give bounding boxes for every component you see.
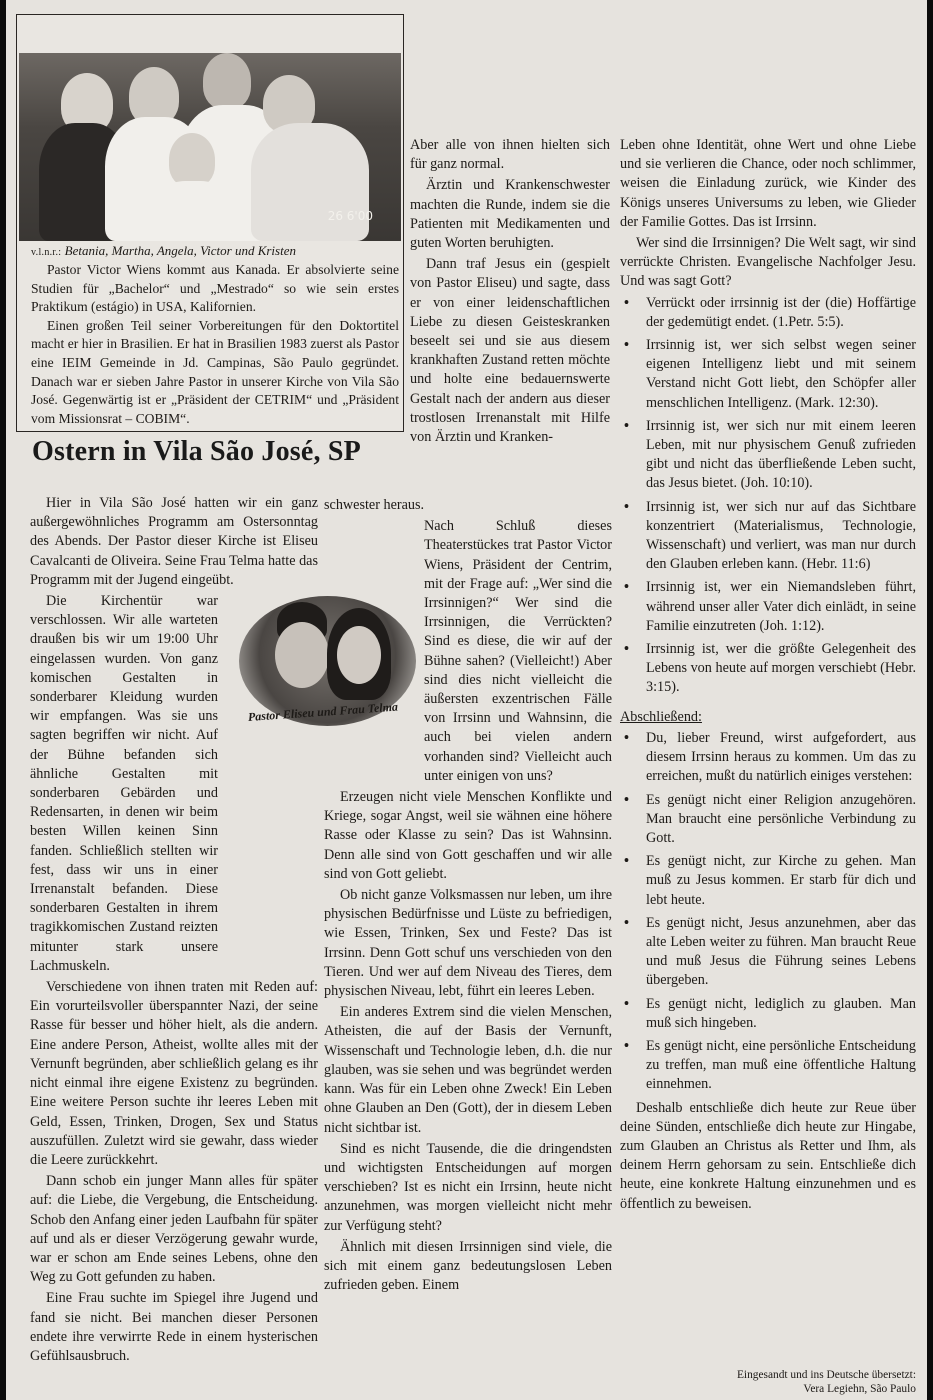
- bullet-item: • Es genügt nicht einer Religion anzugehören. Man braucht eine persönliche Verbindung zu Gott.: [620, 791, 916, 849]
- bullet-item: • Es genügt nicht, lediglich zu glauben. Man muß sich hingeben.: [620, 995, 916, 1033]
- paragraph: Ein anderes Extrem sind die vielen Menschen, Atheisten, die auf der Basis der Vernunft, Wissenschaft und Technologie leben, d.h. die nur glauben, was sie sehen und was begründet werden kann. Was für ein Leben ohne Zweck! Ein Leben ohne Glauben an Den (Gott), der in diesem Leben nicht sichtbar ist.: [324, 1004, 612, 1136]
- bullet-item: • Du, lieber Freund, wirst aufgefordert, aus diesem Irrsinn heraus zu kommen. Um das zu erreichen, mußt du natürlich einiges verstehen:: [620, 729, 916, 787]
- paragraph: Nach Schluß dieses Theaterstückes trat Pastor Victor Wiens, Präsident der Centrim, mit der Frage auf: „Wer sind die Irrsinnigen?“ Wer sind die Irrsinnigen, die Verrückten? Sind es diese, die wir auf der Bühne sahen? (Vielleicht!) Aber sind dies nicht vielleicht die äußersten exzentrischen Fälle von Irrsinn und Wahnsinn, die auch bei vielen andern vorhanden sind? Vielleicht auch unter einigen von uns?: [424, 518, 612, 784]
- bullet-item: • Es genügt nicht, Jesus anzunehmen, aber das alte Leben weiter zu führen. Man braucht Reue und muß Jesus die Führung seines Lebens übergeben.: [620, 914, 916, 991]
- paragraph: Deshalb entschließe dich heute zur Reue über deine Sünden, entschließe dich heute zur Hingabe, zum Glauben an Christus als Retter und Ihm, als deinem Herrn gehorsam zu sein. Entschließe dich heute, eine konkrete Haltung einzunehmen und es öffentlich zu beweisen.: [620, 1099, 916, 1212]
- credit-line: Eingesandt und ins Deutsche übersetzt:: [736, 1369, 916, 1381]
- paragraph: Dann traf Jesus ein (gespielt von Pastor Eliseu) und sagte, dass er von einer leidenschaftlichen Liebe zu diesen Geisteskranken beseelt sei und sie aus diesem krankhaften Zustand retten möchte und holte eine bedauernswerte Gestalt nach der andern aus dieser trostlosen Irrenanstalt mit Hilfe von Ärztin und Kranken-: [410, 256, 610, 446]
- caption-prefix: v.l.n.r.:: [31, 247, 62, 258]
- newspaper-page: [6, 0, 927, 1400]
- family-photo-box: [16, 14, 404, 432]
- section-heading: Abschließend:: [620, 708, 702, 725]
- article-headline: Ostern in Vila São José, SP: [32, 436, 361, 467]
- bullet-item: • Irrsinnig ist, wer sich nur mit einem leeren Leben, mit nur physischem Genuß zufrieden gibt und nicht das überfließende Leben sucht, das Jesus bietet. (Joh. 10:10).: [620, 417, 916, 494]
- paragraph: Eine Frau suchte im Spiegel ihre Jugend und fand sie nicht. Bei manchen dieser Personen endete ihre verwirrte Rede in einem hysterischen Gefühlsausbruch.: [30, 1290, 318, 1364]
- paragraph: Aber alle von ihnen hielten sich für ganz normal.: [410, 137, 610, 173]
- credit-line: Vera Legiehn, São Paulo: [803, 1383, 916, 1395]
- family-photo-caption: [31, 243, 401, 259]
- paragraph: Dann schob ein junger Mann alles für später auf: die Liebe, die Vergebung, die Entscheidung. Schob den Anfang einer jeden Laufbahn für später auf und als er dieser Verzögerung gewahr wurde, war er schon am Ende seines Lebens, ohne den Weg zu Gott gefunden zu haben.: [30, 1173, 318, 1286]
- paragraph: Wer sind die Irrsinnigen? Die Welt sagt, wir sind verrückte Christen. Evangelische Nachfolger Jesu. Und was sagt Gott?: [620, 235, 916, 290]
- paragraph: Erzeugen nicht viele Menschen Konflikte und Kriege, sogar Angst, weil sie wähnen eine höhere Rasse oder Klasse zu sein? Das ist Wahnsinn. Denn alle sind von Gott geschaffen und wir alle sind von Gott geliebt.: [324, 789, 612, 882]
- paragraph: Sind es nicht Tausende, die die dringendsten und wichtigsten Entscheidungen auf morgen verschieben? Ist es nicht ein Irrsinn, heute nicht anzunehmen, was morgen vielleicht nicht mehr zur Verfügung steht?: [324, 1140, 612, 1234]
- bullet-item: • Es genügt nicht, eine persönliche Entscheidung zu treffen, man muß eine öffentliche Haltung einnehmen.: [620, 1037, 916, 1095]
- paragraph: Leben ohne Identität, ohne Wert und ohne Liebe und sie verlieren die Chance, oder noch schlimmer, weisen die Einladung zurück, wie Kinder des Königs unseres Universums zu leben, wie Glieder der Familie Gottes. Das ist Irrsinn.: [620, 137, 916, 230]
- bullet-item: • Irrsinnig ist, wer ein Niemandsleben führt, während unser aller Vater dich einlädt, in seine Familie einzutreten (Joh. 1:12).: [620, 578, 916, 636]
- paragraph: schwester heraus.: [324, 497, 425, 513]
- bullet-item: • Irrsinnig ist, wer sich nur auf das Sichtbare konzentriert (Materialismus, Technologie, Wissenschaft) und verliert, was man nur durch den Glauben erleben kann. (Hebr. 11:6): [620, 498, 916, 575]
- left-column: [30, 494, 318, 1368]
- bullet-item: • Es genügt nicht, zur Kirche zu gehen. Man muß zu Jesus kommen. Er starb für dich und lebt heute.: [620, 852, 916, 910]
- paragraph: Hier in Vila São José hatten wir ein ganz außergewöhnliches Programm am Ostersonntag des Abends. Der Pastor dieser Kirche ist Eliseu Cavalcanti de Oliveira. Seine Frau Telma hatte das Programm mit der Jugend eingeübt.: [30, 495, 318, 588]
- caption-names: Betania, Martha, Angela, Victor und Kristen: [64, 243, 296, 258]
- middle-column-top: [410, 136, 610, 449]
- pastor-bio: [31, 261, 399, 428]
- bio-paragraph: Einen großen Teil seiner Vorbereitungen für den Doktortitel macht er hier in Brasilien. Er hat in Brasilien 1983 zuerst als Pastor eine IEIM Gemeinde in Jd. Campinas, São Paulo gegründet. Danach war er sieben Jahre Pastor in unserer Kirche von Vila São José. Gegenwärtig ist er „Präsident der CETRIM“ und „Präsident vom Missionsrat – COBIM“.: [31, 317, 399, 426]
- bullet-item: • Irrsinnig ist, wer sich selbst wegen seiner eigenen Intelligenz liebt und mit seinem Verstand nicht Gott liebt, den Schöpfer aller menschlichen Intelligenz. (Mark. 12:30).: [620, 336, 916, 413]
- paragraph: Ärztin und Krankenschwester machten die Runde, indem sie die Patienten mit Medikamenten und guten Worten beruhigten.: [410, 177, 610, 252]
- photo-date-stamp: 26 6'00: [327, 209, 373, 223]
- paragraph: Verschiedene von ihnen traten mit Reden auf: Ein vorurteilsvoller überspannter Nazi, der seine Rasse für besser und höher hielt, als die andern. Eine andere Person, Atheist, wollte alles mit der Vernunft begründen, aber schließlich gelang es ihr nicht einmal ihre eigene Existenz zu begründen. Eine weitere Person suchte ihr leeres Leben mit Geld, Essen, Trinken, Drogen, Sex und Status auszufüllen. Zuletzt wird sie gewahr, dass wieder die Leere zurückkehrt.: [30, 979, 318, 1168]
- paragraph: Ob nicht ganze Volksmassen nur leben, um ihre physischen Bedürfnisse und Lüste zu befriedigen, wie Essen, Trinken, Sex und Feste? Das ist Irrsinn. Denn Gott schuf uns verschieden von den Tieren. Und wer auf dem Niveau des Tieres, dem physischen Niveau, lebt, führt ein leeres Leben.: [324, 887, 612, 1000]
- bullet-item: • Irrsinnig ist, wer die größte Gelegenheit des Lebens von heute auf morgen verschiebt (Hebr. 3:15).: [620, 640, 916, 698]
- paragraph: Ähnlich mit diesen Irrsinnigen sind viele, die sich mit einem ganz bedeutungslosen Leben zufrieden geben. Einem: [324, 1238, 612, 1294]
- bullet-item: • Verrückt oder irrsinnig ist der (die) Hoffärtige der gedemütigt endet. (1.Petr. 5:5).: [620, 294, 916, 332]
- paragraph: Die Kirchentür war verschlossen. Wir alle warteten draußen bis wir um 19:00 Uhr eingelassen wurden. Von ganz komischen Gestalten in sonderbarer Kleidung wurden wir empfangen. Was sie uns sagten begriffen wir nicht. Auf der Bühne befanden sich ähnliche Gestalten mit sonderbaren Gebärden und Redensarten, in denen wir beim besten Willen keinen Sinn fanden. Schließlich stellten wir fest, dass wir uns in einer Irrenanstalt befanden. Diese sonderbaren Gestalten in ihrem tragikkomischen Zustand reizten mitunter stark unsere Lachmuskeln.: [30, 593, 218, 974]
- bio-paragraph: Pastor Victor Wiens kommt aus Kanada. Er absolvierte seine Studien für „Bachelor“ und „Mestrado“ so wie sein erstes Praktikum (estágio) in USA, Kalifornien.: [31, 262, 399, 315]
- middle-column: [324, 496, 612, 1297]
- right-column: [620, 136, 916, 1216]
- couple-photo-caption: Pastor Eliseu und Frau Telma: [247, 699, 399, 724]
- family-photo: [19, 53, 401, 241]
- translation-credit: [696, 1368, 916, 1396]
